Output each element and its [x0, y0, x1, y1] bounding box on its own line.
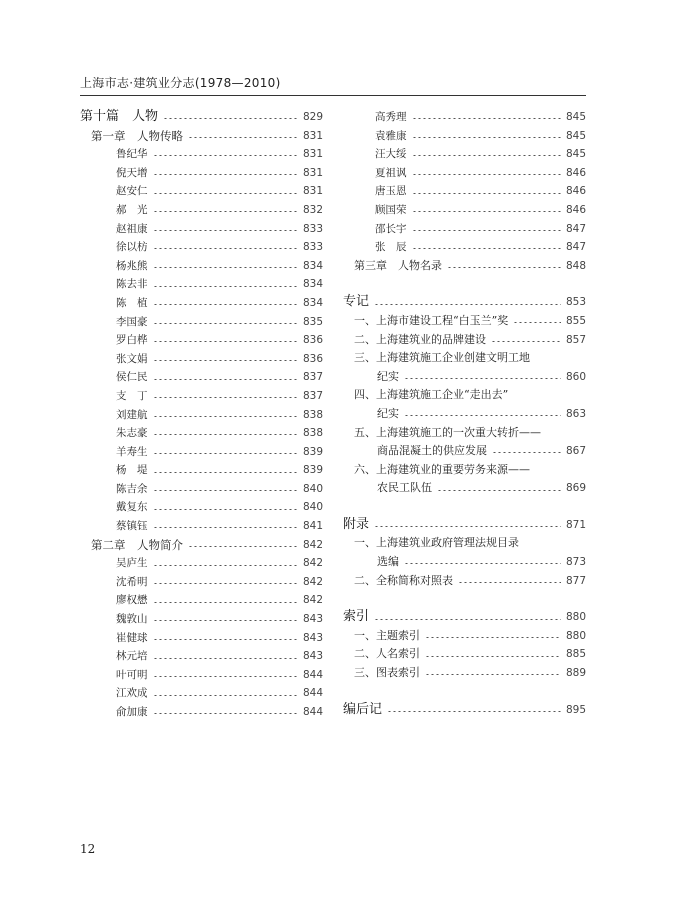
toc-page-number: 869 [565, 482, 586, 495]
toc-person-entry[interactable] [80, 331, 323, 350]
toc-entry-label: 徐以枋 [116, 241, 148, 254]
section-gap [343, 498, 586, 516]
toc-person-entry[interactable] [80, 684, 323, 703]
toc-page-number: 843 [302, 613, 323, 626]
toc-page-number: 846 [565, 166, 586, 179]
toc-entry-label: 第二章 人物简介 [91, 537, 183, 552]
toc-chapter-entry[interactable] [343, 664, 586, 683]
toc-person-entry[interactable] [80, 238, 323, 257]
toc-part-entry[interactable] [80, 108, 323, 127]
toc-page-number: 839 [302, 445, 323, 458]
toc-page-number: 834 [302, 296, 323, 309]
dot-leader [153, 286, 298, 287]
page-number: 12 [80, 842, 96, 856]
toc-person-entry[interactable] [80, 591, 323, 610]
toc-person-entry[interactable] [80, 480, 323, 499]
toc-entry-label: 叶可明 [116, 668, 148, 681]
toc-page-number: 848 [565, 259, 586, 272]
dot-leader [153, 602, 298, 603]
toc-entry-label: 郝 光 [116, 203, 148, 216]
toc-chapter-entry[interactable] [343, 349, 586, 368]
toc-person-entry[interactable] [343, 127, 586, 146]
toc-entry-label: 三、图表索引 [354, 666, 420, 680]
toc-entry-label: 侯仁民 [116, 371, 148, 384]
toc-page-number: 842 [302, 594, 323, 607]
toc-entry-label: 六、上海建筑业的重要劳务来源—— [354, 462, 530, 476]
toc-page-number: 853 [565, 296, 586, 309]
toc-page-number: 844 [302, 687, 323, 700]
dot-leader [153, 472, 298, 473]
toc-entry-label: 朱志豪 [116, 427, 148, 440]
toc-page-number: 847 [565, 222, 586, 235]
toc-entry-label: 三、上海建筑施工企业创建文明工地 [354, 351, 530, 365]
toc-entry-continuation[interactable] [343, 479, 586, 498]
toc-entry-label: 邵长宇 [375, 222, 407, 235]
toc-entry-label: 纪实 [377, 406, 399, 420]
toc-person-entry[interactable] [80, 257, 323, 276]
toc-page-number: 831 [302, 129, 323, 142]
toc-page-number: 831 [302, 166, 323, 179]
toc-entry-label: 编后记 [343, 701, 383, 717]
running-head: 上海市志·建筑业分志(1978—2010) [80, 76, 281, 90]
toc-person-entry[interactable] [80, 145, 323, 164]
toc-person-entry[interactable] [343, 145, 586, 164]
dot-leader [153, 639, 298, 640]
toc-page-number: 841 [302, 520, 323, 533]
toc-left-column [80, 108, 323, 722]
toc-person-entry[interactable] [80, 629, 323, 648]
dot-leader [153, 211, 298, 212]
toc-person-entry[interactable] [343, 238, 586, 257]
dot-leader [412, 211, 561, 212]
dot-leader [374, 304, 561, 305]
toc-page-number: 846 [565, 203, 586, 216]
toc-page-number: 877 [565, 574, 586, 587]
toc-page-number: 831 [302, 185, 323, 198]
dot-leader [412, 155, 561, 156]
toc-entry-label: 二、全称简称对照表 [354, 573, 453, 587]
toc-person-entry[interactable] [80, 424, 323, 443]
toc-entry-label: 戴复东 [116, 501, 148, 514]
toc-chapter-entry[interactable] [80, 536, 323, 555]
toc-part-entry[interactable] [343, 701, 586, 720]
toc-page-number: 843 [302, 650, 323, 663]
toc-person-entry[interactable] [80, 275, 323, 294]
dot-leader [412, 137, 561, 138]
toc-page-number: 843 [302, 631, 323, 644]
toc-page-number: 842 [302, 538, 323, 551]
dot-leader [425, 674, 561, 675]
toc-entry-label: 罗白桦 [116, 334, 148, 347]
toc-page-number: 836 [302, 352, 323, 365]
dot-leader [387, 711, 561, 712]
toc-entry-label: 农民工队伍 [377, 481, 432, 495]
toc-entry-label: 选编 [377, 555, 399, 569]
toc-entry-label: 刘建航 [116, 408, 148, 421]
toc-page-number: 840 [302, 501, 323, 514]
toc-person-entry[interactable] [80, 647, 323, 666]
dot-leader [153, 658, 298, 659]
toc-entry-label: 一、主题索引 [354, 628, 420, 642]
toc-entry-label: 倪天增 [116, 166, 148, 179]
toc-page-number: 863 [565, 407, 586, 420]
toc-right-column [343, 108, 586, 719]
toc-person-entry[interactable] [80, 573, 323, 592]
toc-page-number: 833 [302, 241, 323, 254]
dot-leader [153, 360, 298, 361]
toc-person-entry[interactable] [80, 294, 323, 313]
dot-leader [153, 304, 298, 305]
dot-leader [153, 434, 298, 435]
dot-leader [153, 248, 298, 249]
toc-entry-label: 索引 [343, 609, 370, 625]
toc-entry-label: 二、上海建筑业的品牌建设 [354, 332, 486, 346]
toc-entry-label: 廖权懋 [116, 594, 148, 607]
toc-page-number: 857 [565, 333, 586, 346]
toc-entry-label: 陈吉余 [116, 482, 148, 495]
toc-chapter-entry[interactable] [343, 257, 586, 276]
toc-entry-label: 二、人名索引 [354, 647, 420, 661]
dot-leader [491, 341, 561, 342]
toc-page-number: 839 [302, 464, 323, 477]
dot-leader [188, 137, 298, 138]
toc-entry-label: 赵祖康 [116, 222, 148, 235]
toc-page-number: 834 [302, 259, 323, 272]
toc-entry-label: 赵安仁 [116, 185, 148, 198]
toc-person-entry[interactable] [80, 313, 323, 332]
toc-person-entry[interactable] [80, 610, 323, 629]
toc-page-number: 867 [565, 445, 586, 458]
dot-leader [404, 415, 561, 416]
dot-leader [153, 397, 298, 398]
toc-page-number: 845 [565, 129, 586, 142]
dot-leader [188, 546, 298, 547]
toc-entry-label: 商品混凝土的供应发展 [377, 444, 487, 458]
toc-page-number: 871 [565, 518, 586, 531]
toc-page-number: 880 [565, 629, 586, 642]
toc-page-number: 840 [302, 482, 323, 495]
toc-chapter-entry[interactable] [343, 424, 586, 443]
toc-person-entry[interactable] [80, 387, 323, 406]
toc-person-entry[interactable] [80, 220, 323, 239]
dot-leader [153, 341, 298, 342]
dot-leader [153, 379, 298, 380]
dot-leader [153, 453, 298, 454]
dot-leader [412, 230, 561, 231]
dot-leader [153, 416, 298, 417]
toc-person-entry[interactable] [80, 368, 323, 387]
toc-chapter-entry[interactable] [343, 534, 586, 553]
toc-entry-label: 四、上海建筑施工企业“走出去” [354, 388, 509, 402]
toc-page-number: 855 [565, 314, 586, 327]
toc-chapter-entry[interactable] [343, 312, 586, 331]
toc-page-number: 832 [302, 203, 323, 216]
section-gap [343, 590, 586, 608]
toc-page-number: 834 [302, 278, 323, 291]
toc-page-number: 838 [302, 408, 323, 421]
toc-chapter-entry[interactable] [343, 627, 586, 646]
dot-leader [513, 322, 561, 323]
toc-person-entry[interactable] [80, 201, 323, 220]
dot-leader [153, 193, 298, 194]
toc-page-number: 846 [565, 185, 586, 198]
dot-leader [374, 619, 561, 620]
dot-leader [412, 174, 561, 175]
toc-page-number: 880 [565, 611, 586, 624]
dot-leader [153, 695, 298, 696]
toc-entry-label: 纪实 [377, 369, 399, 383]
toc-entry-label: 吴庐生 [116, 557, 148, 570]
toc-entry-label: 蔡镇钰 [116, 520, 148, 533]
toc-person-entry[interactable] [343, 201, 586, 220]
toc-entry-label: 五、上海建筑施工的一次重大转折—— [354, 425, 541, 439]
toc-entry-label: 陈 植 [116, 296, 148, 309]
dot-leader [404, 563, 561, 564]
toc-person-entry[interactable] [80, 443, 323, 462]
dot-leader [153, 565, 298, 566]
toc-page-number: 860 [565, 370, 586, 383]
toc-part-entry[interactable] [343, 608, 586, 627]
toc-entry-label: 唐玉恩 [375, 185, 407, 198]
toc-page-number: 845 [565, 148, 586, 161]
dot-leader [153, 490, 298, 491]
toc-entry-label: 一、上海市建设工程“白玉兰”奖 [354, 313, 509, 327]
toc-entry-label: 林元培 [116, 650, 148, 663]
toc-page-number: 829 [302, 111, 323, 123]
dot-leader [412, 118, 561, 119]
toc-entry-label: 第一章 人物传略 [91, 128, 183, 143]
toc-entry-label: 一、上海建筑业政府管理法规目录 [354, 536, 519, 550]
toc-page-number: 836 [302, 334, 323, 347]
toc-chapter-entry[interactable] [343, 572, 586, 591]
toc-page-number: 845 [565, 111, 586, 123]
toc-person-entry[interactable] [80, 517, 323, 536]
toc-page-number: 844 [302, 668, 323, 681]
toc-entry-label: 魏敦山 [116, 613, 148, 626]
toc-entry-label: 杨兆熊 [116, 259, 148, 272]
toc-chapter-entry[interactable] [343, 331, 586, 350]
dot-leader [412, 248, 561, 249]
toc-entry-continuation[interactable] [343, 442, 586, 461]
toc-person-entry[interactable] [80, 703, 323, 722]
dot-leader [153, 583, 298, 584]
toc-page-number: 847 [565, 241, 586, 254]
toc-entry-continuation[interactable] [343, 405, 586, 424]
section-gap [343, 683, 586, 701]
toc-person-entry[interactable] [80, 164, 323, 183]
dot-leader [447, 267, 561, 268]
dot-leader [153, 155, 298, 156]
dot-leader [153, 620, 298, 621]
toc-page-number: 885 [565, 648, 586, 661]
toc-chapter-entry[interactable] [343, 386, 586, 405]
dot-leader [153, 527, 298, 528]
toc-entry-label: 支 丁 [116, 389, 148, 402]
toc-entry-label: 李国豪 [116, 315, 148, 328]
dot-leader [153, 323, 298, 324]
toc-entry-label: 陈去非 [116, 278, 148, 291]
dot-leader [153, 267, 298, 268]
toc-person-entry[interactable] [80, 406, 323, 425]
toc-page-number: 842 [302, 575, 323, 588]
toc-page-number: 838 [302, 427, 323, 440]
dot-leader [437, 490, 561, 491]
toc-part-entry[interactable] [343, 516, 586, 535]
toc-page-number: 844 [302, 706, 323, 718]
dot-leader [412, 193, 561, 194]
toc-entry-label: 高秀理 [375, 111, 407, 123]
toc-part-entry[interactable] [343, 293, 586, 312]
toc-person-entry[interactable] [80, 182, 323, 201]
toc-entry-label: 附录 [343, 516, 370, 532]
toc-person-entry[interactable] [80, 554, 323, 573]
dot-leader [153, 174, 298, 175]
dot-leader [153, 713, 298, 714]
toc-entry-label: 崔健球 [116, 631, 148, 644]
dot-leader [163, 118, 298, 119]
toc-entry-label: 专记 [343, 294, 370, 310]
toc-person-entry[interactable] [80, 498, 323, 517]
toc-entry-label: 张 辰 [375, 241, 407, 254]
toc-entry-label: 袁雅康 [375, 129, 407, 142]
toc-page-number: 873 [565, 556, 586, 569]
toc-entry-label: 江欢成 [116, 687, 148, 700]
toc-page-number: 842 [302, 557, 323, 570]
toc-entry-label: 第三章 人物名录 [354, 258, 442, 272]
toc-entry-label: 夏祖讽 [375, 166, 407, 179]
toc-entry-label: 俞加康 [116, 706, 148, 718]
toc-page-number: 889 [565, 667, 586, 680]
dot-leader [492, 452, 561, 453]
toc-person-entry[interactable] [80, 666, 323, 685]
dot-leader [153, 676, 298, 677]
toc-entry-label: 鲁纪华 [116, 148, 148, 161]
toc-chapter-entry[interactable] [343, 461, 586, 480]
toc-person-entry[interactable] [343, 164, 586, 183]
dot-leader [425, 656, 561, 657]
toc-entry-label: 杨 堤 [116, 464, 148, 477]
dot-leader [153, 230, 298, 231]
section-gap [343, 275, 586, 293]
toc-page-number: 837 [302, 389, 323, 402]
toc-entry-label: 张文娟 [116, 352, 148, 365]
header-rule [80, 95, 586, 96]
toc-entry-label: 汪大绥 [375, 148, 407, 161]
toc-person-entry[interactable] [343, 182, 586, 201]
toc-chapter-entry[interactable] [80, 127, 323, 146]
toc-person-entry[interactable] [80, 461, 323, 480]
toc-page-number: 895 [565, 703, 586, 716]
toc-entry-label: 第十篇 人物 [80, 109, 159, 124]
toc-entry-continuation[interactable] [343, 553, 586, 572]
toc-entry-label: 羊寿生 [116, 445, 148, 458]
toc-person-entry[interactable] [343, 108, 586, 127]
dot-leader [153, 509, 298, 510]
dot-leader [458, 582, 561, 583]
toc-page-number: 837 [302, 371, 323, 384]
dot-leader [425, 637, 561, 638]
dot-leader [404, 378, 561, 379]
toc-entry-label: 沈希明 [116, 575, 148, 588]
toc-page-number: 833 [302, 222, 323, 235]
toc-person-entry[interactable] [343, 220, 586, 239]
toc-entry-continuation[interactable] [343, 368, 586, 387]
toc-chapter-entry[interactable] [343, 645, 586, 664]
toc-entry-label: 顾国荣 [375, 203, 407, 216]
toc-person-entry[interactable] [80, 350, 323, 369]
dot-leader [374, 526, 561, 527]
toc-page-number: 835 [302, 315, 323, 328]
toc-page-number: 831 [302, 148, 323, 161]
